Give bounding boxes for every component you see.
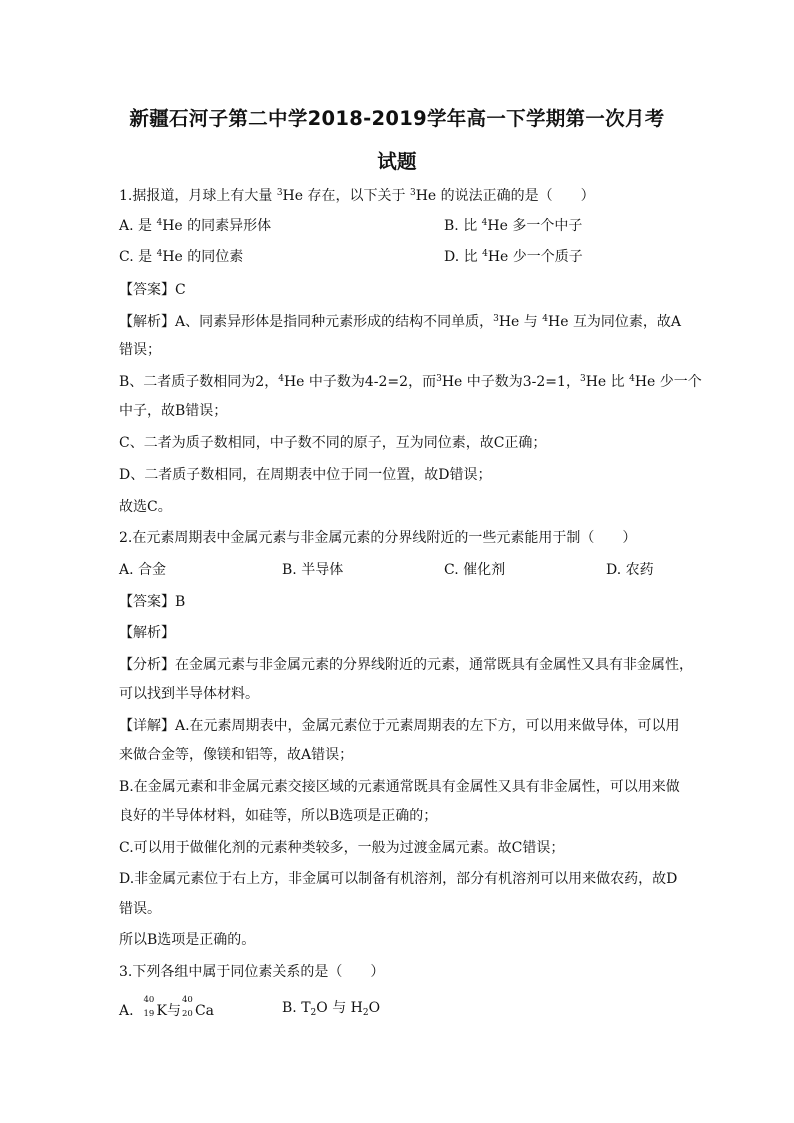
q2-option-c[interactable]: C. 催化剂 bbox=[444, 562, 506, 578]
q2-xiangjie-line-3: B.在金属元素和非金属元素交接区域的元素通常既具有金属性又具有非金属性，可以用来做 bbox=[119, 779, 680, 795]
q2-option-b[interactable]: B. 半导体 bbox=[282, 562, 344, 578]
q1-answer: 【答案】C bbox=[119, 282, 186, 298]
q2-xiangjie-line-7: 错误。 bbox=[119, 901, 161, 917]
q2-xiangjie-line-8: 所以B选项是正确的。 bbox=[119, 932, 256, 948]
q1-analysis-line-3: B、二者质子数相同为2，$^4$He 中子数为4-2=2，而$^3$He 中子数为3-2=1，$^3$He 比 $^4$He 少一个 bbox=[119, 374, 702, 390]
q1-analysis-line-5: C、二者为质子数相同，中子数不同的原子，互为同位素，故C正确； bbox=[119, 435, 547, 451]
page-title-line2: 试题 bbox=[377, 150, 417, 173]
question-3-stem: 3.下列各组中属于同位素关系的是（ ） bbox=[119, 964, 385, 980]
q2-xiangjie-line-4: 良好的半导体材料，如硅等，所以B选项是正确的； bbox=[119, 808, 438, 824]
q2-fenxi-line-2: 可以找到半导体材料。 bbox=[119, 686, 259, 702]
q2-answer: 【答案】B bbox=[119, 594, 186, 610]
q2-xiangjie-line-6: D.非金属元素位于右上方，非金属可以制备有机溶剂，部分有机溶剂可以用来做农药，故D bbox=[119, 871, 678, 887]
question-2-stem: 2.在元素周期表中金属元素与非金属元素的分界线附近的一些元素能用于制（ ） bbox=[119, 530, 637, 546]
q1-analysis-line-2: 错误； bbox=[119, 342, 161, 358]
q1-option-b[interactable]: B. 比 $^4$He 多一个中子 bbox=[444, 218, 583, 234]
q3-option-b[interactable]: B. $T_2O$ 与 $H_2O$ bbox=[282, 1000, 381, 1018]
nuclide-k: 40 19 bbox=[143, 995, 155, 1019]
q2-option-d[interactable]: D. 农药 bbox=[606, 562, 654, 578]
q3-option-a[interactable]: A. 40 19 K与 40 20 Ca bbox=[119, 995, 214, 1019]
q1-analysis-line-1: 【解析】A、同素异形体是指同种元素形成的结构不同单质，$^3$He 与 $^4$He 互为同位素，故A bbox=[119, 314, 682, 330]
q1-analysis-line-4: 中子，故B错误； bbox=[119, 403, 228, 419]
q2-option-a[interactable]: A. 合金 bbox=[119, 562, 167, 578]
q2-fenxi-line-1: 【分析】在金属元素与非金属元素的分界线附近的元素，通常既具有金属性又具有非金属性， bbox=[119, 657, 693, 673]
q1-analysis-line-6: D、二者质子数相同，在周期表中位于同一位置，故D错误； bbox=[119, 467, 492, 483]
question-1-stem: 1.据报道，月球上有大量 $^3$He 存在，以下关于 $^3$He 的说法正确的是（ ） bbox=[119, 188, 595, 204]
q1-option-a[interactable]: A. 是 $^4$He 的同素异形体 bbox=[119, 218, 272, 234]
q2-xiangjie-line-5: C.可以用于做催化剂的元素种类较多，一般为过渡金属元素。故C错误； bbox=[119, 840, 565, 856]
q2-xiangjie-line-2: 来做合金等，像镁和铝等，故A错误； bbox=[119, 747, 354, 763]
q2-xiangjie-line-1: 【详解】A.在元素周期表中，金属元素位于元素周期表的左下方，可以用来做导体，可以用 bbox=[119, 718, 680, 734]
q1-analysis-line-7: 故选C。 bbox=[119, 499, 172, 515]
q2-analysis-heading: 【解析】 bbox=[119, 625, 175, 641]
q1-option-d[interactable]: D. 比 $^4$He 少一个质子 bbox=[444, 249, 583, 265]
q1-option-c[interactable]: C. 是 $^4$He 的同位素 bbox=[119, 249, 244, 265]
nuclide-ca: 40 20 bbox=[181, 995, 193, 1019]
page-title: 新疆石河子第二中学2018-2019学年高一下学期第一次月考 bbox=[129, 107, 665, 130]
